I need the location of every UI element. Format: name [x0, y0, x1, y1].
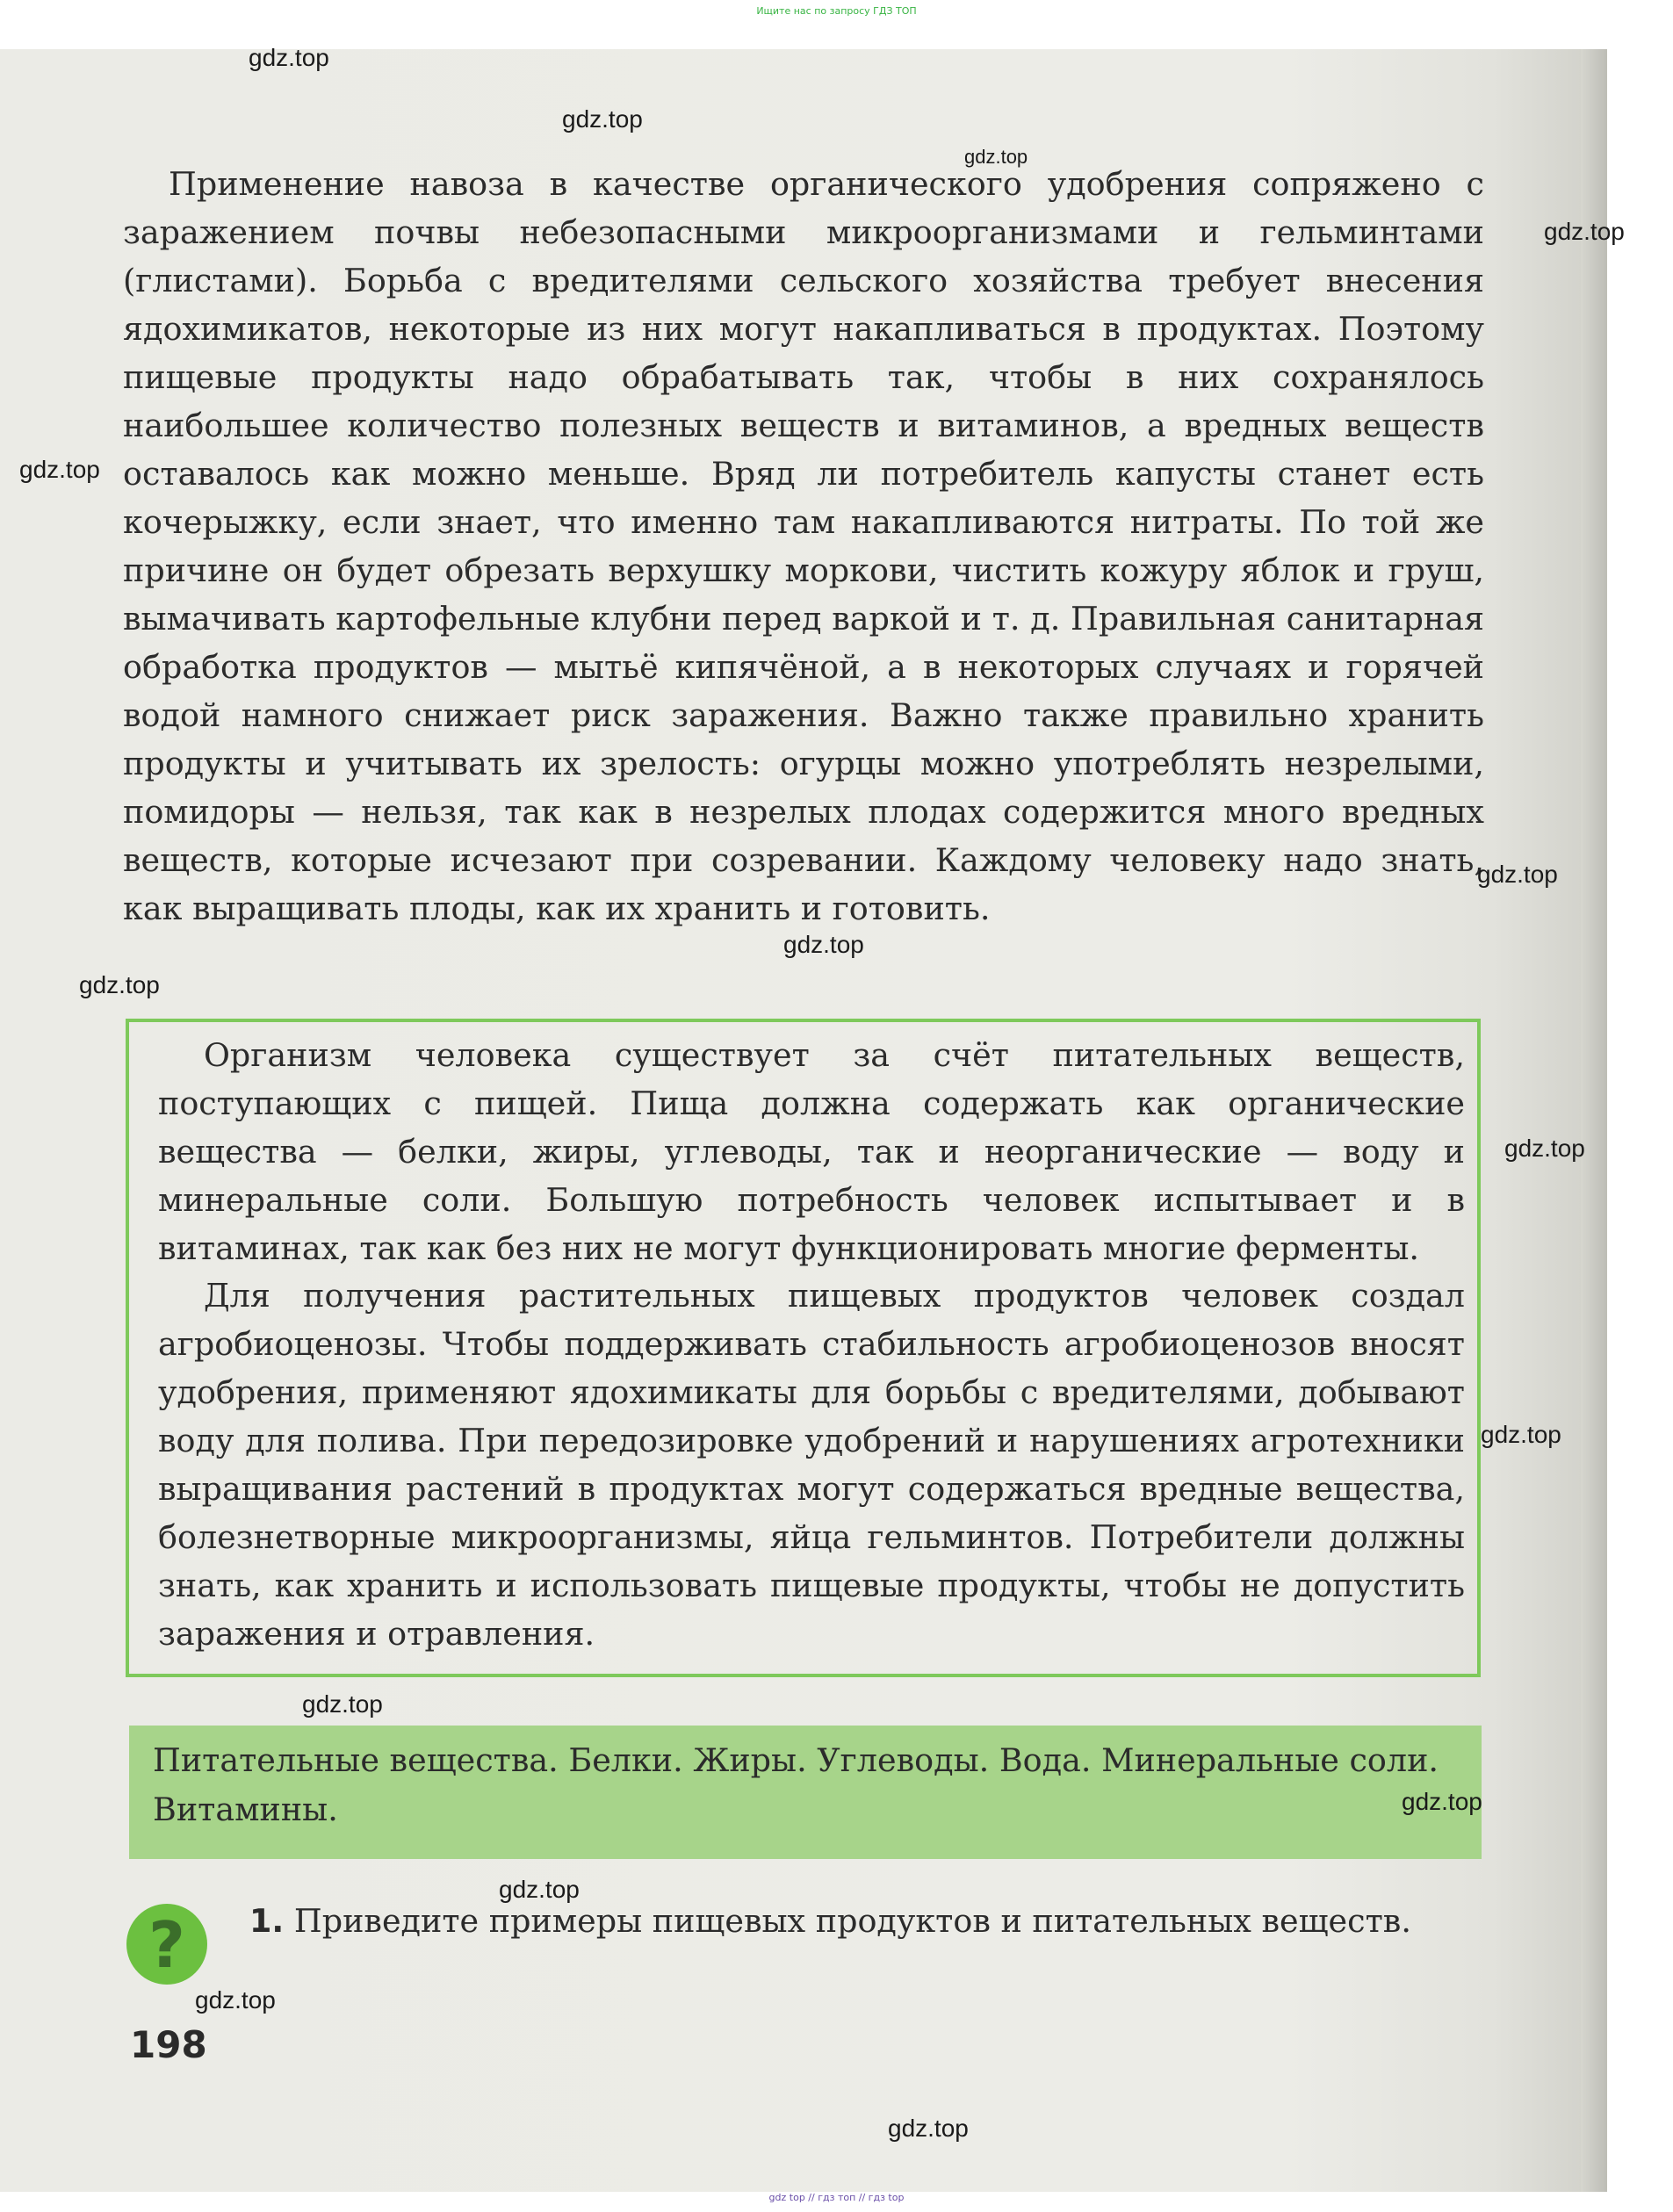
- watermark: gdz.top: [1481, 1421, 1561, 1448]
- top-search-note: Ищите нас по запросу ГДЗ ТОП: [756, 5, 917, 17]
- watermark: gdz.top: [888, 2115, 969, 2142]
- question-mark-icon: ?: [126, 1904, 207, 1985]
- watermark: gdz.top: [783, 931, 864, 958]
- page-edge-shadow: [1581, 49, 1607, 2192]
- watermark: gdz.top: [499, 1876, 580, 1903]
- page-number: 198: [130, 2023, 207, 2066]
- question-text: Приведите примеры пищевых продуктов и питательных веществ.: [293, 1902, 1411, 1940]
- question-number: 1.: [249, 1902, 285, 1940]
- bottom-watermark-note: gdz top // гдз топ // гдз top: [768, 2192, 905, 2203]
- body-paragraph: Применение навоза в качестве органического удобрения сопряжено с заражением почвы небезопасными микроорганизмами и гельминтами (глистами). Борьба с вредителями сельского хозяйства требует внесения ядохимикатов, некоторые из них могут накапливаться в продуктах. Поэтому пищевые продукты надо обрабатывать так, чтобы в них сохранялось наибольшее количество полезных веществ и витаминов, а вредных веществ оставалось как можно меньше. Вряд ли потребитель капусты станет есть кочерыжку, если знает, что именно там накапливаются нитраты. По той же причине он будет обрезать верхушку моркови, чистить кожуру яблок и груш, вымачивать картофельные клубни перед варкой и т. д. Правильная санитарная обработка продуктов — мытьё кипячёной, а в некоторых случаях и горячей водой намного снижает риск заражения. Важно также правильно хранить продукты и учитывать их зрелость: огурцы можно употреблять незрелыми, помидоры — нельзя, так как в незрелых плодах содержится много вредных веществ, которые исчезают при созревании. Каждому человеку надо знать, как выращивать плоды, как их хранить и готовить.: [123, 165, 1484, 927]
- watermark: gdz.top: [249, 44, 329, 71]
- watermark: gdz.top: [964, 146, 1028, 168]
- watermark: gdz.top: [1477, 861, 1558, 888]
- watermark: gdz.top: [562, 105, 643, 133]
- keywords-text: Питательные вещества. Белки. Жиры. Углеводы. Вода. Минеральные соли. Витамины.: [153, 1741, 1439, 1828]
- watermark: gdz.top: [302, 1690, 383, 1718]
- question-1: [249, 1897, 1484, 1945]
- summary-paragraph-2: Для получения растительных пищевых продуктов человек создал агробиоценозы. Чтобы поддерживать стабильность агробиоценозов вносят удобрения, применяют ядохимикаты для борьбы с вредителями, добывают воду для полива. При передозировке удобрений и нарушениях агротехники выращивания растений в продуктах могут содержаться вредные вещества, болезнетворные микроорганизмы, яйца гельминтов. Потребители должны знать, как хранить и использовать пищевые продукты, чтобы не допустить заражения и отравления.: [158, 1277, 1465, 1653]
- watermark: gdz.top: [1402, 1788, 1482, 1815]
- watermark: gdz.top: [195, 1986, 276, 2014]
- watermark: gdz.top: [1504, 1135, 1585, 1162]
- watermark: gdz.top: [79, 971, 160, 998]
- summary-paragraph-1: Организм человека существует за счёт питательных веществ, поступающих с пищей. Пища должна содержать как органические вещества — белки, жиры, углеводы, так и неорганические — воду и минеральные соли. Большую потребность человек испытывает и в витаминах, так как без них не могут функционировать многие ферменты.: [158, 1036, 1465, 1267]
- watermark: gdz.top: [1544, 218, 1625, 245]
- watermark: gdz.top: [19, 456, 100, 483]
